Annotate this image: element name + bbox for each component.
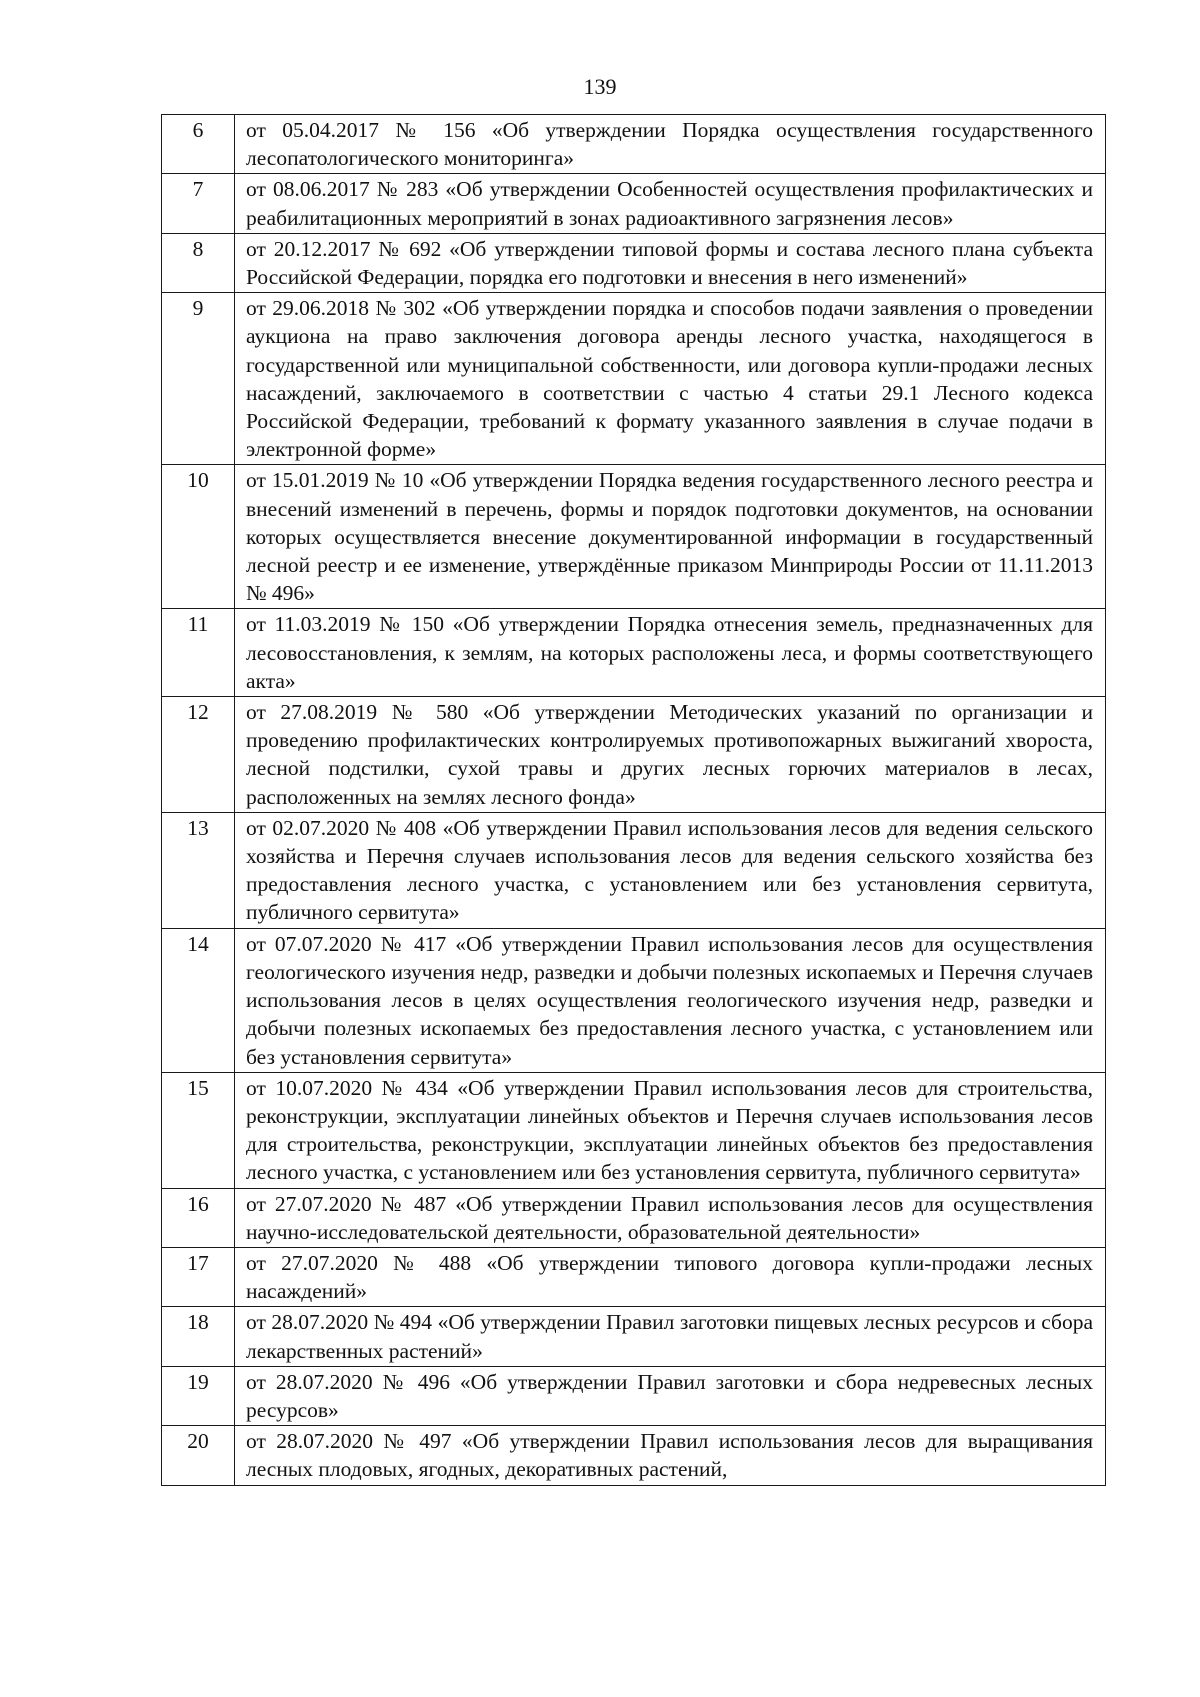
row-text: от 05.04.2017 № 156 «Об утверждении Порядка осуществления государственного лесопатологического мониторинга»	[235, 115, 1106, 174]
table-row	[162, 609, 1106, 697]
row-number: 9	[162, 293, 235, 465]
row-number: 10	[162, 465, 235, 609]
table-row	[162, 1188, 1106, 1247]
row-number: 14	[162, 928, 235, 1072]
table-row	[162, 1426, 1106, 1485]
row-number: 11	[162, 609, 235, 697]
table-row	[162, 1307, 1106, 1366]
table-row	[162, 697, 1106, 813]
table-row	[162, 233, 1106, 292]
row-text: от 27.07.2020 № 488 «Об утверждении типового договора купли-продажи лесных насаждений»	[235, 1247, 1106, 1306]
row-text: от 10.07.2020 № 434 «Об утверждении Правил использования лесов для строительства, реконструкции, эксплуатации линейных объектов и Перечня случаев использования лесов для строительства, реконструкции, эксплуатации линейных объектов без предоставления лесного участка, с установлением или без установления сервитута, публичного сервитута»	[235, 1072, 1106, 1188]
table-row	[162, 1366, 1106, 1425]
row-text: от 29.06.2018 № 302 «Об утверждении порядка и способов подачи заявления о проведении аукциона на право заключения договора аренды лесного участка, находящегося в государственной или муниципальной собственности, или договора купли-продажи лесных насаждений, заключаемого в соответствии с частью 4 статьи 29.1 Лесного кодекса Российской Федерации, требований к формату указанного заявления в случае подачи в электронной форме»	[235, 293, 1106, 465]
row-text: от 28.07.2020 № 496 «Об утверждении Правил заготовки и сбора недревесных лесных ресурсов»	[235, 1366, 1106, 1425]
row-text: от 11.03.2019 № 150 «Об утверждении Порядка отнесения земель, предназначенных для лесовосстановления, к землям, на которых расположены леса, и формы соответствующего акта»	[235, 609, 1106, 697]
row-text: от 08.06.2017 № 283 «Об утверждении Особенностей осуществления профилактических и реабилитационных мероприятий в зонах радиоактивного загрязнения лесов»	[235, 174, 1106, 233]
row-text: от 27.08.2019 № 580 «Об утверждении Методических указаний по организации и проведению профилактических контролируемых противопожарных выжиганий хвороста, лесной подстилки, сухой травы и других лесных горючих материалов в лесах, расположенных на землях лесного фонда»	[235, 697, 1106, 813]
row-number: 15	[162, 1072, 235, 1188]
orders-table	[161, 114, 1106, 1486]
page-number: 139	[583, 74, 617, 99]
table-row	[162, 1247, 1106, 1306]
row-text: от 15.01.2019 № 10 «Об утверждении Порядка ведения государственного лесного реестра и внесений изменений в перечень, формы и порядок подготовки документов, на основании которых осуществляется внесение документированной информации в государственный лесной реестр и ее изменение, утверждённые приказом Минприроды России от 11.11.2013 № 496»	[235, 465, 1106, 609]
row-text: от 20.12.2017 № 692 «Об утверждении типовой формы и состава лесного плана субъекта Российской Федерации, порядка его подготовки и внесения в него изменений»	[235, 233, 1106, 292]
row-number: 18	[162, 1307, 235, 1366]
table-row	[162, 115, 1106, 174]
table-row	[162, 928, 1106, 1072]
table-row	[162, 465, 1106, 609]
row-number: 7	[162, 174, 235, 233]
row-number: 17	[162, 1247, 235, 1306]
row-text: от 02.07.2020 № 408 «Об утверждении Правил использования лесов для ведения сельского хозяйства и Перечня случаев использования лесов для ведения сельского хозяйства без предоставления лесного участка, с установлением или без установления сервитута, публичного сервитута»	[235, 812, 1106, 928]
row-number: 6	[162, 115, 235, 174]
row-number: 12	[162, 697, 235, 813]
row-number: 8	[162, 233, 235, 292]
row-text: от 28.07.2020 № 497 «Об утверждении Правил использования лесов для выращивания лесных плодовых, ягодных, декоративных растений,	[235, 1426, 1106, 1485]
table-row	[162, 1072, 1106, 1188]
table-row	[162, 293, 1106, 465]
row-number: 20	[162, 1426, 235, 1485]
row-text: от 28.07.2020 № 494 «Об утверждении Правил заготовки пищевых лесных ресурсов и сбора лекарственных растений»	[235, 1307, 1106, 1366]
row-number: 16	[162, 1188, 235, 1247]
row-number: 13	[162, 812, 235, 928]
row-number: 19	[162, 1366, 235, 1425]
row-text: от 07.07.2020 № 417 «Об утверждении Правил использования лесов для осуществления геологического изучения недр, разведки и добычи полезных ископаемых и Перечня случаев использования лесов в целях осуществления геологического изучения недр, разведки и добычи полезных ископаемых без предоставления лесного участка, с установлением или без установления сервитута»	[235, 928, 1106, 1072]
table-row	[162, 174, 1106, 233]
orders-table-body	[162, 115, 1106, 1486]
row-text: от 27.07.2020 № 487 «Об утверждении Правил использования лесов для осуществления научно-исследовательской деятельности, образовательной деятельности»	[235, 1188, 1106, 1247]
table-row	[162, 812, 1106, 928]
